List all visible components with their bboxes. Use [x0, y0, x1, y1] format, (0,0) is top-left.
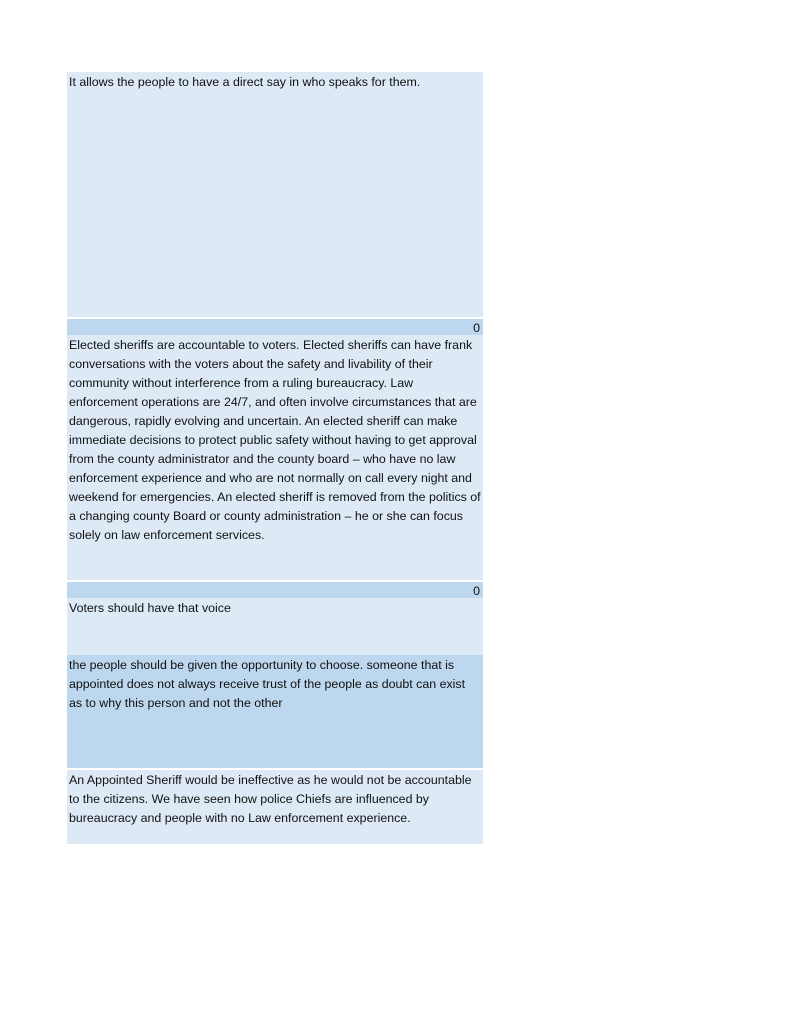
response-cell-5: An Appointed Sheriff would be ineffective as he would not be accountable to the citizens. We have seen how police Chiefs are influenced by bureaucracy and people with no Law enforcement experience.	[67, 768, 483, 844]
count-cell-2: 0	[67, 580, 483, 598]
response-cell-1: It allows the people to have a direct say in who speaks for them.	[67, 72, 483, 317]
response-cell-2: Elected sheriffs are accountable to voters. Elected sheriffs can have frank conversations with the voters about the safety and livability of their community without interference from a ruling bureaucracy. Law enforcement operations are 24/7, and often involve circumstances that are dangerous, rapidly evolving and uncertain. An elected sheriff can make immediate decisions to protect public safety without having to get approval from the county administrator and the county board – who have no law enforcement experience and who are not normally on call every night and weekend for emergencies. An elected sheriff is removed from the politics of a changing county Board or county administration – he or she can focus solely on law enforcement services.	[67, 335, 483, 580]
count-cell-1: 0	[67, 317, 483, 335]
response-cell-4: the people should be given the opportunity to choose. someone that is appointed does not always receive trust of the people as doubt can exist as to why this person and not the other	[67, 655, 483, 768]
response-table	[67, 72, 483, 844]
response-cell-3: Voters should have that voice	[67, 598, 483, 655]
